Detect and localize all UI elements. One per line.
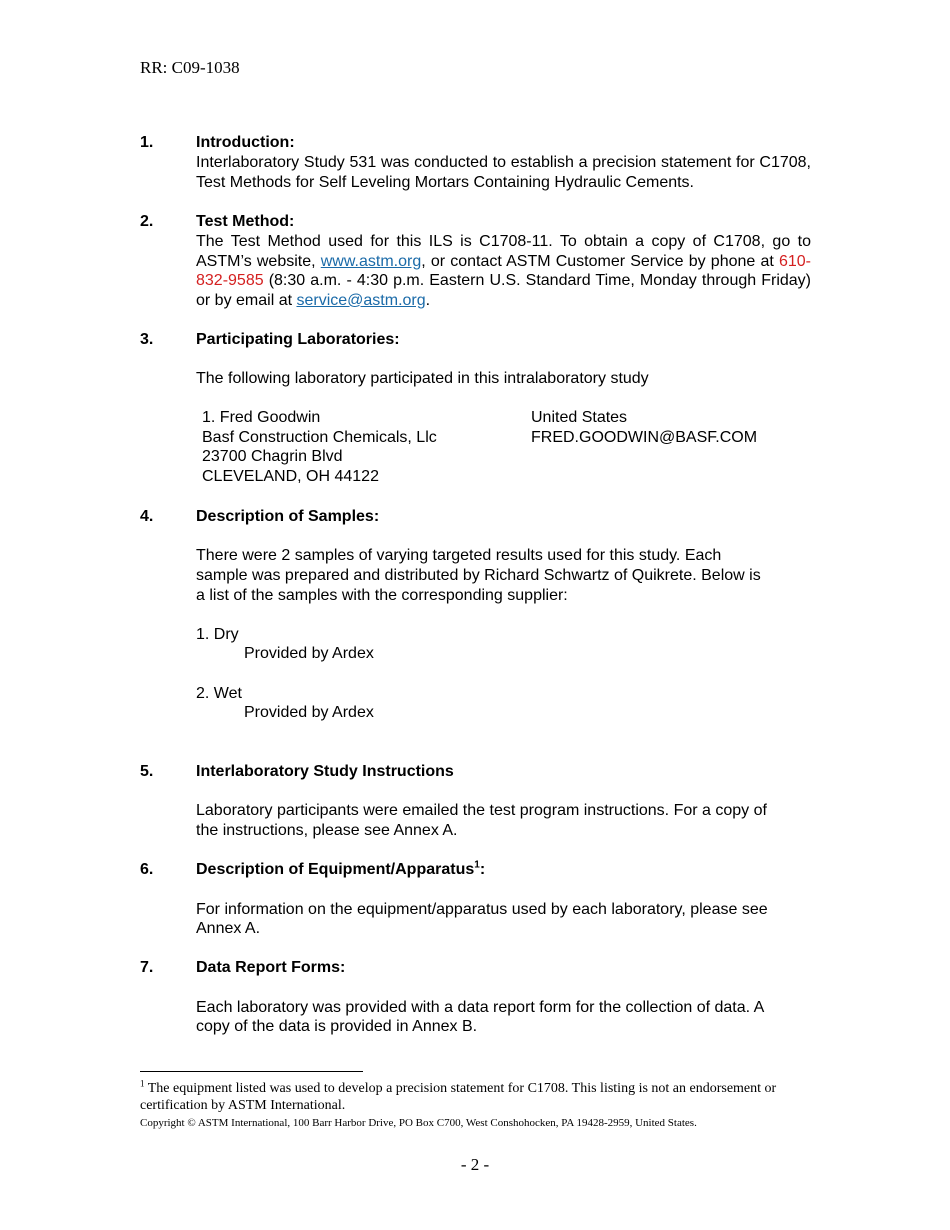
section-2-number: 2. (140, 213, 154, 230)
sample-1-label: 1. Dry (196, 626, 239, 643)
page-number: - 2 - (460, 1155, 490, 1174)
section-1-number: 1. (140, 134, 154, 151)
section-6-heading-colon: : (479, 861, 486, 878)
section-4-heading: Description of Samples: (196, 508, 380, 525)
lab-city: CLEVELAND, OH 44122 (202, 468, 379, 485)
section-2-heading: Test Method: (196, 213, 295, 230)
section-1-heading: Introduction: (196, 134, 295, 151)
astm-website-link[interactable]: www.astm.org (320, 252, 422, 270)
section-5-line-1: Laboratory participants were emailed the test program instructions. For a copy of (196, 802, 767, 819)
section-6-heading (196, 861, 485, 879)
section-1-text: Interlaboratory Study 531 was conducted to establish a precision statement for C1708, Test Methods for Self Leveling Mortars Containing Hydraulic Cements. (196, 154, 811, 191)
sample-2-provider: Provided by Ardex (244, 704, 374, 721)
section-4-line-2: sample was prepared and distributed by Richard Schwartz of Quikrete. Below is (196, 567, 761, 584)
lab-name: 1. Fred Goodwin (202, 409, 321, 426)
lab-country: United States (531, 409, 628, 426)
section-7-line-1: Each laboratory was provided with a data report form for the collection of data. A (196, 999, 765, 1016)
section-4-line-1: There were 2 samples of varying targeted results used for this study. Each (196, 547, 722, 564)
section-3-heading: Participating Laboratories: (196, 331, 400, 348)
section-7-number: 7. (140, 959, 154, 976)
section-4-line-3: a list of the samples with the corresponding supplier: (196, 587, 568, 604)
section-6-line-1: For information on the equipment/apparatus used by each laboratory, please see (196, 901, 768, 918)
section-3-number: 3. (140, 331, 154, 348)
section-5-heading: Interlaboratory Study Instructions (196, 763, 454, 780)
lab-street: 23700 Chagrin Blvd (202, 448, 343, 465)
sample-1-provider: Provided by Ardex (244, 645, 374, 662)
section-4-number: 4. (140, 508, 154, 525)
sample-2-label: 2. Wet (196, 685, 242, 702)
section-2-text-c: (8:30 a.m. - 4:30 p.m. Eastern U.S. Standard Time, Monday through Friday) or by email at (196, 272, 811, 309)
customer-service-phone[interactable]: 610-832-9585 (196, 252, 812, 290)
section-2-text-a: The Test Method used for this ILS is C1708-11. To obtain a copy of C1708, go to ASTM’s website, (196, 233, 811, 270)
section-6-heading-text: Description of Equipment/Apparatus (196, 861, 475, 878)
running-header: RR: C09-1038 (140, 58, 240, 77)
service-email-link[interactable]: service@astm.org (296, 291, 426, 309)
footnote-1-mark: 1 (140, 1078, 145, 1089)
footnote-separator (140, 1071, 363, 1072)
section-5-line-2: the instructions, please see Annex A. (196, 822, 458, 839)
section-7-heading: Data Report Forms: (196, 959, 346, 976)
section-5-number: 5. (140, 763, 154, 780)
section-2-text-b: , or contact ASTM Customer Service by phone at (421, 252, 779, 270)
section-2-text (196, 232, 811, 310)
copyright-notice: Copyright © ASTM International, 100 Barr Harbor Drive, PO Box C700, West Conshohocken, PA 19428-2959, United States. (140, 1117, 697, 1129)
lab-email: FRED.GOODWIN@BASF.COM (531, 429, 758, 446)
section-3-intro: The following laboratory participated in this intralaboratory study (196, 370, 649, 387)
section-7-line-2: copy of the data is provided in Annex B. (196, 1018, 478, 1035)
section-6-number: 6. (140, 861, 154, 878)
footnote-1-text: The equipment listed was used to develop a precision statement for C1708. This listing is not an endorsement or certification by ASTM International. (140, 1081, 777, 1113)
section-2-text-d: . (425, 291, 431, 309)
footnote-1-reference: 1 (474, 859, 480, 871)
footnote-1 (140, 1080, 780, 1114)
lab-company: Basf Construction Chemicals, Llc (202, 429, 437, 446)
section-6-line-2: Annex A. (196, 920, 261, 937)
